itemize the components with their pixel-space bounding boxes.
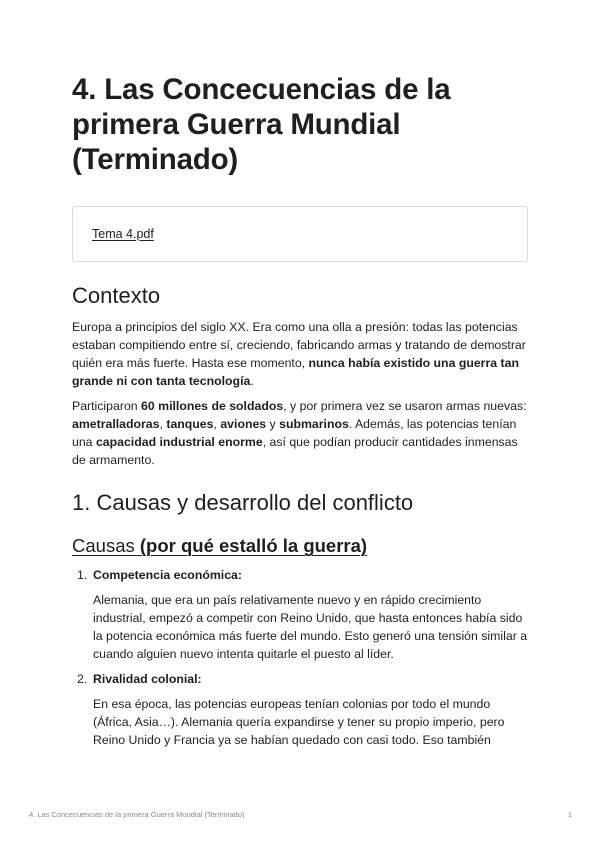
bold-phrase: nunca había existido una guerra tan grande ni con tanta tecnología — [72, 356, 519, 388]
attachment-box — [72, 206, 528, 262]
list-item-body: En esa época, las potencias europeas tenían colonias por todo el mundo (África, Asia…). Alemania quería expandirse y tener su propio imperio, pero Reino Unido y Francia ya se habían quedado con casi todo. Eso también — [93, 697, 505, 747]
list-item-body: Alemania, que era un país relativamente nuevo y en rápido crecimiento industrial, empezó a competir con Reino Unido, que hasta entonces había sido la potencia económica más fuerte del mundo. Esto generó una tensión similar a cuando alguien nuevo intenta quitarle el puesto al líder. — [93, 593, 528, 661]
footer-page-number: 1 — [567, 810, 572, 819]
bold-tanques: tanques — [166, 417, 214, 431]
bold-aviones: aviones — [220, 417, 267, 431]
contexto-paragraph-2: Participaron 60 millones de soldados, y por primera vez se usaron armas nuevas: ametralladoras, tanques, aviones y submarinos. Además, las potencias tenían una capacidad industrial enorme, así que podían producir cantidades inmensas de armamento. — [72, 399, 527, 467]
list-number: 1. — [77, 568, 88, 582]
list-item-heading: Competencia económica: — [93, 568, 242, 582]
list-item-heading: Rivalidad colonial: — [93, 672, 202, 686]
page-title: 4. Las Concecuencias de la primera Guerra Mundial (Terminado) — [72, 73, 451, 176]
bold-ametralladoras: ametralladoras — [72, 417, 160, 431]
list-number: 2. — [77, 672, 88, 686]
contexto-paragraph-1: Europa a principios del siglo XX. Era como una olla a presión: todas las potencias estaban compitiendo entre sí, creciendo, fabricando armas y tratando de demostrar quién era más fuerte. Hasta ese momento, nunca había existido una guerra tan grande ni con tanta tecnología. — [72, 320, 526, 388]
attachment-link[interactable]: Tema 4.pdf — [92, 227, 154, 241]
bold-soldiers: 60 millones de soldados — [141, 399, 284, 413]
footer-title: 4. Las Concecuencias de la primera Guerra Mundial (Terminado) — [29, 810, 245, 819]
section-heading: 1. Causas y desarrollo del conflicto — [72, 490, 414, 515]
bold-capacidad: capacidad industrial enorme — [95, 435, 263, 449]
bold-submarinos: submarinos — [279, 417, 349, 431]
causas-heading: Causas (por qué estalló la guerra) — [72, 535, 368, 556]
contexto-heading: Contexto — [72, 283, 161, 308]
